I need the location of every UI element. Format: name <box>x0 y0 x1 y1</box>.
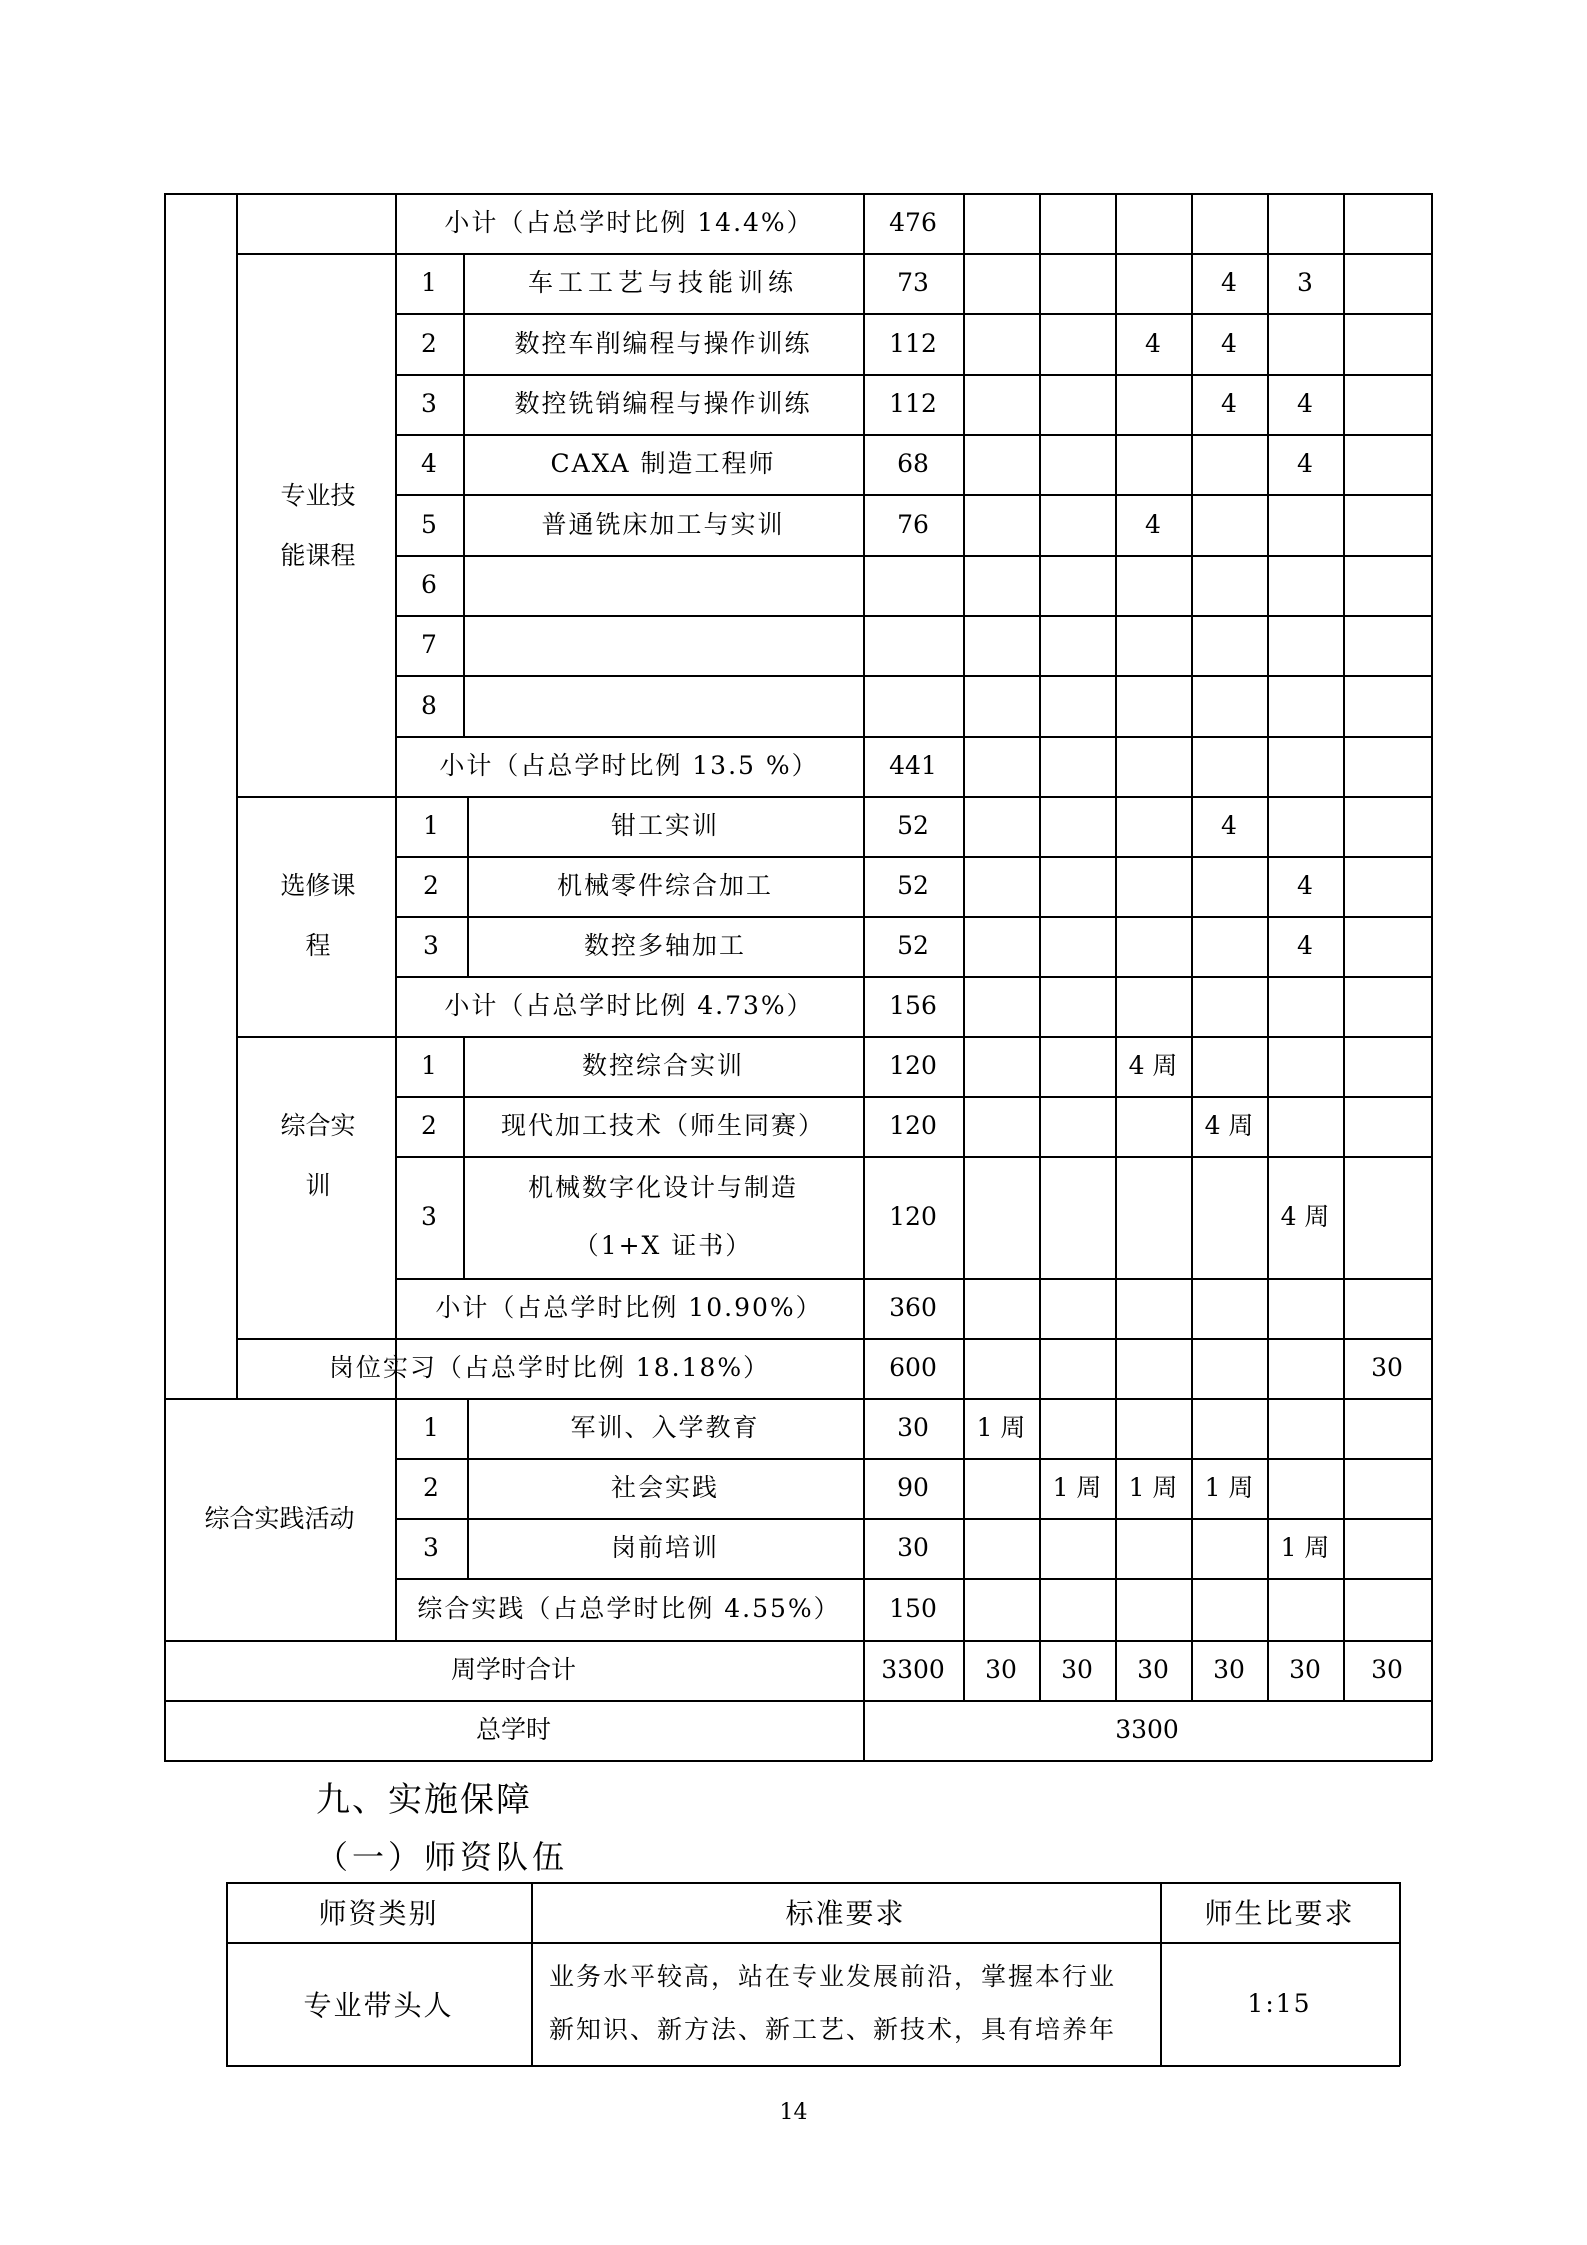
course-name: 机械零件综合加工 <box>556 871 773 901</box>
semester-cell: 4 <box>1221 328 1237 358</box>
semester-cell: 3 <box>1297 268 1313 298</box>
semester-cell: 1 周 <box>1128 1473 1178 1503</box>
course-name: 钳工实训 <box>610 811 719 841</box>
course-name: 数控多轴加工 <box>583 931 746 961</box>
group-label: 专业技能课程 <box>280 481 356 570</box>
staff-category-cell: 专业带头人 <box>303 1988 454 2022</box>
hours-cell: 52 <box>897 931 929 961</box>
weekly-total-cell: 30 <box>1061 1655 1093 1685</box>
hours-cell: 120 <box>889 1051 937 1081</box>
hours-cell: 600 <box>889 1353 937 1383</box>
hours-cell: 30 <box>897 1533 929 1563</box>
row-number: 4 <box>421 449 437 479</box>
course-name: 社会实践 <box>610 1473 719 1503</box>
internship-label: 岗位实习（占总学时比例 18.18%） <box>328 1353 771 1383</box>
page-number: 14 <box>779 2100 808 2125</box>
row-number: 2 <box>423 1473 439 1503</box>
hours-cell: 52 <box>897 871 929 901</box>
row-number: 1 <box>423 1413 439 1443</box>
course-name: 数控车削编程与操作训练 <box>514 328 812 358</box>
subtotal-label: 小计（占总学时比例 10.90%） <box>435 1293 823 1323</box>
course-name: 数控综合实训 <box>581 1051 744 1081</box>
row-number: 2 <box>421 328 437 358</box>
semester-cell: 4 <box>1221 389 1237 419</box>
course-name: 岗前培训 <box>610 1533 719 1563</box>
subsection-heading: （一）师资队伍 <box>316 1838 569 1876</box>
section-heading: 九、实施保障 <box>316 1780 532 1820</box>
weekly-total-cell: 30 <box>1137 1655 1169 1685</box>
weekly-total-cell: 30 <box>1289 1655 1321 1685</box>
semester-cell: 1 周 <box>976 1413 1026 1443</box>
semester-cell: 4 <box>1145 509 1161 539</box>
hours-cell: 120 <box>889 1111 937 1141</box>
table-border-bottom <box>164 1760 1432 1762</box>
weekly-total-cell: 30 <box>1213 1655 1245 1685</box>
semester-cell: 4 周 <box>1128 1051 1178 1081</box>
staff-requirement-cell: 业务水平较高，站在专业发展前沿，掌握本行业新知识、新方法、新工艺、新技术，具有培养年 <box>549 1962 1117 2044</box>
staff-header-ratio: 师生比要求 <box>1204 1897 1355 1930</box>
row-number: 5 <box>421 509 437 539</box>
hours-cell: 150 <box>889 1594 937 1624</box>
course-name: 普通铣床加工与实训 <box>541 509 785 539</box>
semester-cell: 4 <box>1221 811 1237 841</box>
semester-cell: 4 <box>1297 389 1313 419</box>
hours-cell: 76 <box>897 509 929 539</box>
hours-cell: 476 <box>889 208 937 238</box>
hours-cell: 68 <box>897 449 929 479</box>
row-number: 7 <box>421 630 437 660</box>
semester-cell: 4 <box>1145 328 1161 358</box>
row-number: 3 <box>423 931 439 961</box>
row-number: 8 <box>421 690 437 720</box>
semester-cell: 4 <box>1297 449 1313 479</box>
course-name: 数控铣销编程与操作训练 <box>514 389 812 419</box>
hours-cell: 52 <box>897 811 929 841</box>
semester-cell: 4 <box>1297 871 1313 901</box>
row-number: 6 <box>421 570 437 600</box>
total-hours-value: 3300 <box>1115 1715 1179 1745</box>
course-name: 机械数字化设计与制造（1+X 证书） <box>527 1173 798 1260</box>
weekly-total-label: 周学时合计 <box>450 1655 576 1685</box>
hours-cell: 360 <box>889 1293 937 1323</box>
semester-cell: 30 <box>1371 1353 1403 1383</box>
row-number: 1 <box>421 268 437 298</box>
row-number: 3 <box>421 389 437 419</box>
course-name: 现代加工技术（师生同赛） <box>500 1111 825 1141</box>
weekly-total-cell: 30 <box>985 1655 1017 1685</box>
hours-cell: 112 <box>889 389 937 419</box>
subtotal-label: 小计（占总学时比例 4.73%） <box>444 991 814 1021</box>
staff-header-requirement: 标准要求 <box>785 1897 906 1930</box>
staff-ratio-cell: 1:15 <box>1247 1989 1312 2018</box>
semester-cell: 1 周 <box>1280 1533 1330 1563</box>
hours-cell: 112 <box>889 328 937 358</box>
course-name: 车工工艺与技能训练 <box>527 268 798 298</box>
hours-cell: 120 <box>889 1202 937 1232</box>
semester-cell: 1 周 <box>1052 1473 1102 1503</box>
row-number: 2 <box>423 871 439 901</box>
semester-cell: 4 周 <box>1280 1202 1330 1232</box>
subtotal-label: 小计（占总学时比例 13.5 %） <box>439 751 819 781</box>
subtotal-label: 综合实践（占总学时比例 4.55%） <box>417 1594 841 1624</box>
hours-cell: 73 <box>897 268 929 298</box>
group-label: 综合实践活动 <box>204 1504 355 1534</box>
row-number: 2 <box>421 1111 437 1141</box>
hours-cell: 441 <box>889 751 937 781</box>
semester-cell: 4 周 <box>1204 1111 1254 1141</box>
hours-cell: 156 <box>889 991 937 1021</box>
semester-cell: 4 <box>1221 268 1237 298</box>
weekly-total-cell: 3300 <box>881 1655 945 1685</box>
hours-cell: 90 <box>897 1473 929 1503</box>
total-hours-label: 总学时 <box>475 1715 551 1745</box>
row-number: 3 <box>421 1202 437 1232</box>
course-name: CAXA 制造工程师 <box>550 449 776 479</box>
group-label: 综合实训 <box>280 1111 356 1200</box>
hours-cell: 30 <box>897 1413 929 1443</box>
group-label: 选修课程 <box>280 871 356 960</box>
semester-cell: 1 周 <box>1204 1473 1254 1503</box>
row-number: 1 <box>423 811 439 841</box>
subtotal-label: 小计（占总学时比例 14.4%） <box>444 208 814 238</box>
row-number: 1 <box>421 1051 437 1081</box>
weekly-total-cell: 30 <box>1371 1655 1403 1685</box>
row-number: 3 <box>423 1533 439 1563</box>
course-name: 军训、入学教育 <box>570 1413 760 1443</box>
semester-cell: 4 <box>1297 931 1313 961</box>
staff-header-category: 师资类别 <box>318 1897 439 1930</box>
